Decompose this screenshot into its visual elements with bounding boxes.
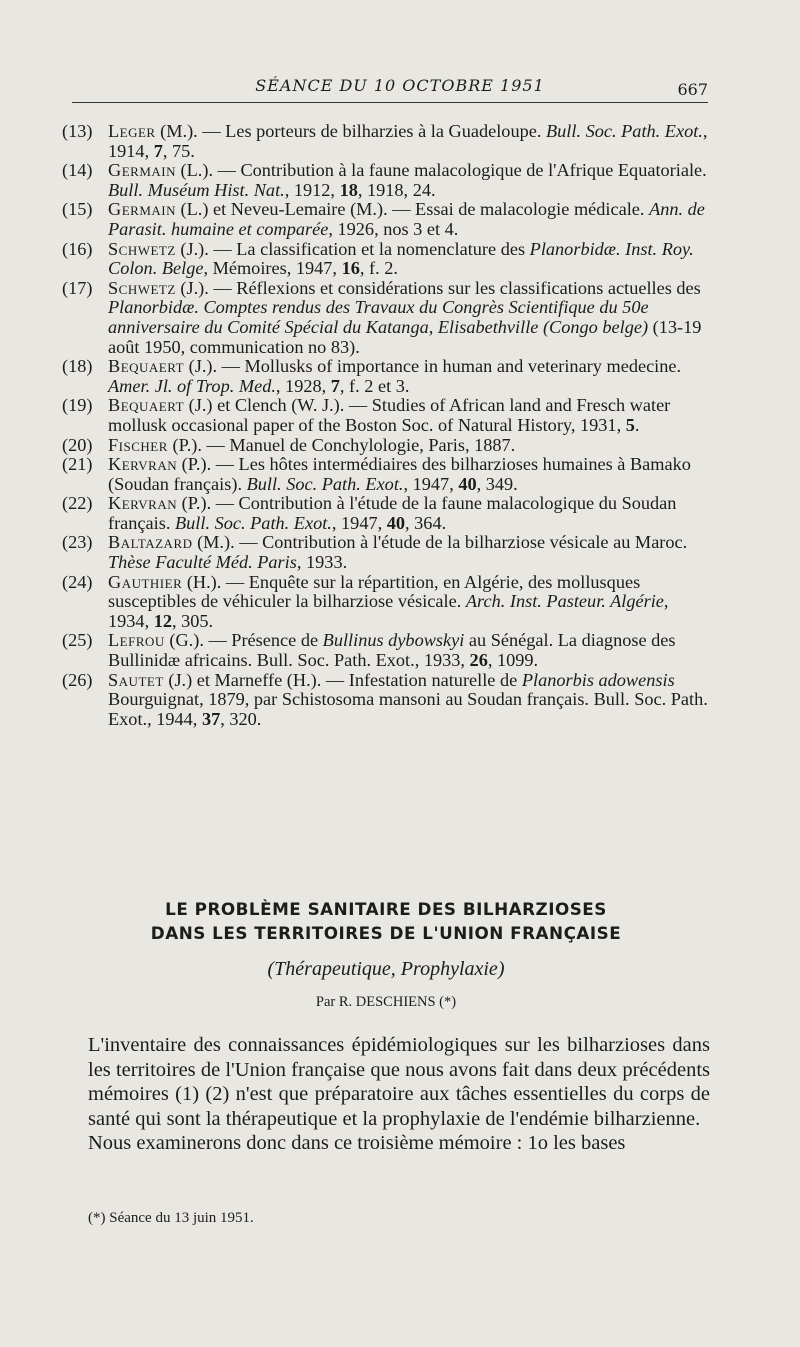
reference-volume: 7 — [153, 140, 163, 161]
reference-text: , 1928, — [275, 375, 331, 396]
reference-number: (24) — [62, 571, 93, 592]
reference-text: , 1912, — [284, 179, 340, 200]
reference-volume: 5 — [625, 414, 635, 435]
reference-text: , f. 2. — [359, 258, 398, 279]
reference-journal: Thèse Faculté Méd. Paris — [108, 552, 297, 573]
reference-volume: 12 — [153, 610, 172, 631]
reference-item — [62, 455, 710, 494]
article-subtitle: (Thérapeutique, Prophylaxie) — [267, 958, 505, 980]
reference-number: (20) — [62, 434, 93, 455]
reference-text: , 1926, nos 3 et 4. — [328, 218, 459, 239]
reference-volume: 26 — [469, 650, 488, 671]
reference-number: (19) — [62, 395, 93, 416]
reference-number: (14) — [62, 160, 93, 181]
reference-author: Lefrou — [108, 630, 165, 651]
reference-number: (16) — [62, 238, 93, 259]
reference-journal: Bull. Muséum Hist. Nat. — [108, 179, 285, 200]
reference-text: (P.). — Contribution à l'étude de la faune malacologique du Soudan français. — [108, 493, 677, 533]
reference-text: , 364. — [405, 512, 447, 533]
reference-author: Kervran — [108, 454, 178, 475]
reference-journal: Bull. Soc. Path. Exot. — [175, 512, 332, 533]
reference-item — [62, 279, 710, 357]
reference-text: (J.). — Mollusks of importance in human and veterinary medecine. — [184, 356, 682, 377]
reference-item — [62, 200, 710, 239]
article-body — [88, 1033, 710, 1156]
reference-author: Leger — [108, 121, 156, 141]
reference-text: (G.). — Présence de — [164, 630, 323, 651]
reference-author: Sautet — [108, 669, 164, 690]
reference-text: , f. 2 et 3. — [339, 375, 410, 396]
reference-item — [62, 533, 710, 572]
article-title-line-2: DANS LES TERRITOIRES DE L'UNION FRANÇAISE — [150, 923, 622, 943]
reference-author: Kervran — [108, 493, 178, 514]
reference-author: Schwetz — [108, 238, 176, 259]
reference-volume: 7 — [330, 375, 340, 396]
reference-text: (P.). — Manuel de Conchylologie, Paris, 1887. — [167, 434, 516, 455]
reference-journal: Amer. Jl. of Trop. Med. — [108, 375, 276, 396]
reference-text: , 1934, — [108, 591, 669, 631]
reference-author: Germain — [108, 160, 176, 181]
reference-item — [62, 122, 710, 161]
reference-text: , 320. — [220, 708, 262, 729]
reference-number: (23) — [62, 532, 93, 553]
reference-text: (P.). — Les hôtes intermédiaires des bilharzioses humaines à Bamako (Soudan français). — [108, 454, 691, 494]
reference-text: au Sénégal. La diagnose des Bullinidæ africains. Bull. Soc. Path. Exot., 1933, — [108, 630, 676, 671]
reference-text: , 305. — [171, 610, 214, 631]
reference-item — [62, 631, 710, 670]
reference-text: (L.). — Contribution à la faune malacologique de l'Afrique Equatoriale. — [175, 160, 707, 181]
reference-text: (H.). — Enquête sur la répartition, en Algérie, des mollusques susceptibles de véhiculer la bilharziose vésicale. — [108, 571, 641, 612]
reference-journal: Planorbis adowensis — [521, 669, 675, 690]
reference-text: , 1099. — [487, 650, 539, 671]
body-paragraph-1: L'inventaire des connaissances épidémiologiques sur les bilharzioses dans les territoires de l'Union française que nous avons fait dans deux précédents mémoires (1) (2) n'est que préparatoire aux tâches essentielles du corps de santé qui sont la thérapeutique et la prophylaxie de l'endémie bilharzienne. — [88, 1034, 710, 1130]
reference-item — [62, 494, 710, 533]
reference-number: (15) — [62, 199, 93, 220]
reference-author: Schwetz — [108, 277, 176, 298]
reference-text: Bourguignat, 1879, par Schistosoma mansoni au Soudan français. Bull. Soc. Path. Exot., 1944, — [108, 689, 708, 729]
reference-text: . — [634, 414, 640, 435]
footnote: (*) Séance du 13 juin 1951. — [88, 1210, 254, 1226]
reference-text: , 1947, — [331, 512, 387, 533]
reference-text: (J.) et Marneffe (H.). — Infestation naturelle de — [163, 669, 522, 690]
reference-author: Baltazard — [108, 532, 193, 553]
header-rule — [72, 102, 708, 103]
reference-number: (21) — [62, 454, 93, 475]
reference-text: (L.) et Neveu-Lemaire (M.). — Essai de malacologie médicale. — [175, 199, 650, 220]
page-number: 667 — [677, 80, 708, 99]
reference-text: (M.). — Les porteurs de bilharzies à la Guadeloupe. — [155, 121, 546, 141]
reference-item — [62, 357, 710, 396]
reference-text: , 75. — [162, 140, 195, 161]
reference-volume: 40 — [458, 473, 477, 494]
reference-journal: Planorbidæ. Comptes rendus des Travaux du Congrès Scientifique du 50e anniversaire du Comité Spécial du Katanga, Elisabethville (Congo belge) — [108, 297, 649, 337]
reference-number: (25) — [62, 630, 93, 651]
reference-text: (M.). — Contribution à l'étude de la bilharziose vésicale au Maroc. — [192, 532, 688, 553]
reference-item — [62, 671, 710, 730]
reference-journal: Bull. Soc. Path. Exot. — [546, 121, 703, 141]
article-title — [62, 897, 710, 945]
article-byline: Par R. DESCHIENS (*) — [315, 994, 457, 1010]
body-paragraph-2: Nous examinerons donc dans ce troisième mémoire : 1o les bases — [88, 1132, 626, 1154]
reference-author: Germain — [108, 199, 176, 220]
reference-item — [62, 436, 710, 456]
reference-author: Fischer — [108, 434, 168, 455]
reference-text: , 1947, — [403, 473, 459, 494]
reference-item — [62, 161, 710, 200]
reference-text: (J.). — Réflexions et considérations sur les classifications actuelles des — [175, 277, 701, 298]
reference-text: (13-19 août 1950, communication no 83). — [108, 316, 702, 357]
running-title: SÉANCE DU 10 OCTOBRE 1951 — [255, 76, 545, 95]
reference-text: (J.). — La classification et la nomenclature des — [175, 238, 530, 259]
reference-journal: Bull. Soc. Path. Exot. — [246, 473, 404, 494]
reference-volume: 40 — [386, 512, 406, 533]
reference-journal: Planorbidæ. Inst. Roy. Colon. Belge — [108, 238, 694, 279]
reference-journal: Ann. de Parasit. humaine et comparée — [108, 199, 705, 239]
reference-author: Gauthier — [108, 571, 183, 592]
reference-volume: 18 — [339, 179, 358, 200]
reference-journal: Arch. Inst. Pasteur. Algérie — [465, 591, 664, 612]
reference-text: , 1933. — [296, 552, 348, 573]
reference-item — [62, 240, 710, 279]
reference-text: , 1914, — [108, 121, 708, 161]
reference-item — [62, 396, 710, 435]
reference-volume: 37 — [201, 708, 221, 729]
reference-item — [62, 573, 710, 632]
reference-number: (26) — [62, 669, 93, 690]
reference-author: Bequaert — [108, 356, 185, 377]
reference-journal: Bullinus dybowskyi — [322, 630, 465, 651]
reference-list — [62, 122, 710, 729]
reference-author: Bequaert — [108, 395, 185, 416]
article-title-line-1: LE PROBLÈME SANITAIRE DES BILHARZIOSES — [165, 899, 607, 919]
reference-number: (18) — [62, 356, 93, 377]
reference-text: , 1918, 24. — [357, 179, 436, 200]
reference-text: , Mémoires, 1947, — [203, 258, 342, 279]
reference-number: (22) — [62, 493, 93, 514]
reference-text: , 349. — [476, 473, 518, 494]
reference-text: (J.) et Clench (W. J.). — Studies of African land and Fresch water mollusk occasional paper of the Boston Soc. of Natural History, 1931, — [108, 395, 671, 435]
reference-volume: 16 — [341, 258, 360, 279]
reference-number: (13) — [62, 121, 93, 141]
reference-number: (17) — [62, 277, 93, 298]
